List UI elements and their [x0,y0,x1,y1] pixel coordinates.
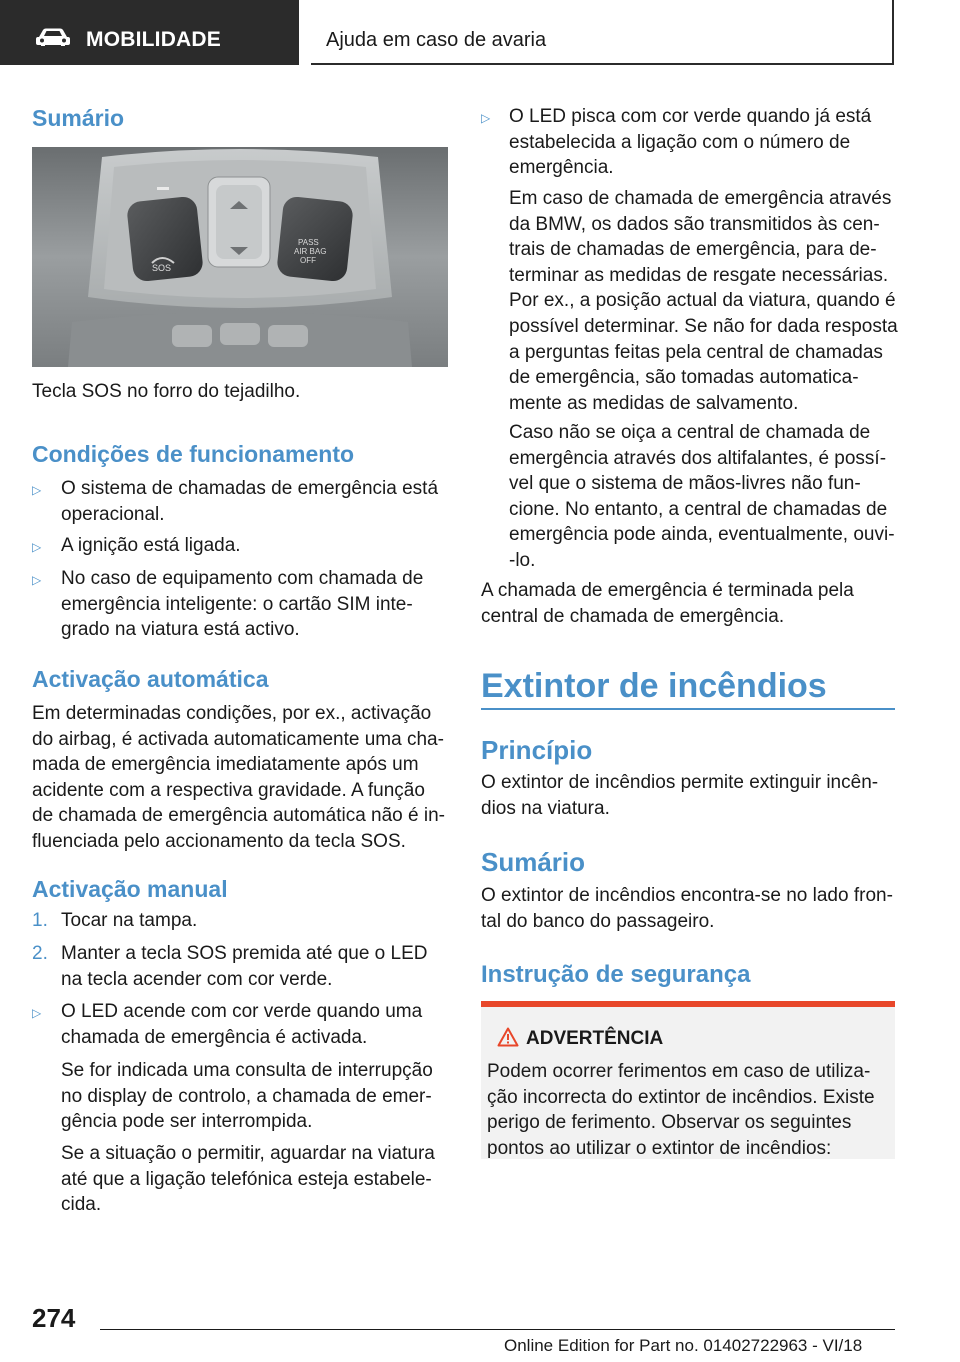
sos-key-label: SOS [152,263,172,273]
paragraph: O extintor de incêndios permite extinguir incên- dios na viatura. [481,772,879,819]
bullet-triangle-icon: ▷ [481,111,491,125]
section-label: MOBILIDADE [86,28,221,51]
bullet-triangle-icon: ▷ [32,573,42,587]
paragraph: Se a situação o permitir, aguardar na viatura até que a ligação telefónica esteja estabele- cida. [61,1143,435,1216]
heading-activacao-automatica: Activação automática [32,666,269,692]
footer-rule [100,1329,895,1330]
bullet-triangle-icon: ▷ [32,483,42,497]
section-title-extintor: Extintor de incêndios [481,667,827,705]
step-number: 1. [32,910,48,931]
warning-triangle-icon [497,1027,519,1047]
paragraph-automatica: Em determinadas condições, por ex., activação do airbag, é activada automaticamente uma cha- mada de emergência imediatamente após um acidente com a respectiva gravidade. A função de chamada de emergência automática não é in- fluenciada pelo accionamento da tecla SOS. [32,703,445,852]
bullet-triangle-icon: ▷ [32,540,42,554]
warning-bar [481,1001,895,1007]
chapter-label: Ajuda em caso de avaria [326,29,547,51]
sos-button-photo [32,147,448,367]
list-item: O sistema de chamadas de emergência está operacional. [61,478,439,525]
edition-label: Online Edition for Part no. 01402722963 - VI/18 [504,1336,863,1355]
warning-text: Podem ocorrer ferimentos em caso de utiliza- ção incorrecta do extintor de incêndios. Existe perigo de ferimento. Observar os seguintes pontos ao utilizar o extintor de incêndios: [487,1061,875,1159]
bullet-triangle-icon: ▷ [32,1006,42,1020]
warning-box [481,1001,895,1159]
paragraph: Se for indicada uma consulta de interrupção no display de controlo, a chamada de emer- gência pode ser interrompida. [61,1060,433,1133]
paragraph: Em caso de chamada de emergência através da BMW, os dados são transmitidos às cen- trais de chamadas de emergência, para de- terminar as medidas de resgate necessárias. Por ex., a posição actual da viatura, quando é possível determinar. Se não for dada resposta a perguntas feitas pela central de chamadas de emergência, são tomadas automatica- mente as medidas de salvamento. [509,188,898,414]
heading-sumario: Sumário [32,105,125,131]
list-item: O LED acende com cor verde quando uma chamada de emergência é activada. [61,1001,423,1048]
list-item: No caso de equipamento com chamada de emergência inteligente: o cartão SIM inte- grado na viatura está activo. [61,568,424,641]
header-chapter-tab [311,0,894,65]
heading-seguranca: Instrução de segurança [481,961,751,988]
photo-caption: Tecla SOS no forro do tejadilho. [32,381,301,402]
paragraph: O extintor de incêndios encontra-se no lado fron- tal do banco do passageiro. [481,885,893,932]
paragraph: A chamada de emergência é terminada pela central de chamada de emergência. [481,580,854,627]
title-rule [481,708,895,710]
heading-principio: Princípio [481,735,593,765]
step-item: Tocar na tampa. [61,910,198,931]
list-item: A ignição está ligada. [61,535,241,556]
step-item: Manter a tecla SOS premida até que o LED na tecla acender com cor verde. [61,943,428,990]
page-number: 274 [32,1303,76,1333]
header-section-tab [0,0,299,65]
step-number: 2. [32,943,48,964]
pass-airbag-label: PASS AIR BAG OFF [294,238,327,265]
heading-activacao-manual: Activação manual [32,876,228,902]
list-item: O LED pisca com cor verde quando já está estabelecida a ligação com o número de emergência. [509,106,872,179]
heading-condicoes: Condições de funcionamento [32,441,355,467]
warning-title: ADVERTÊNCIA [526,1028,664,1049]
car-icon [36,28,70,46]
heading-sumario-extintor: Sumário [481,847,586,877]
paragraph: Caso não se oiça a central de chamada de emergência através dos altifalantes, é possí- vel que o sistema de mãos-livres não fun- cione. No entanto, a central de chamadas de emergência pode ainda, eventualmente, ouvi- -lo. [509,422,895,571]
